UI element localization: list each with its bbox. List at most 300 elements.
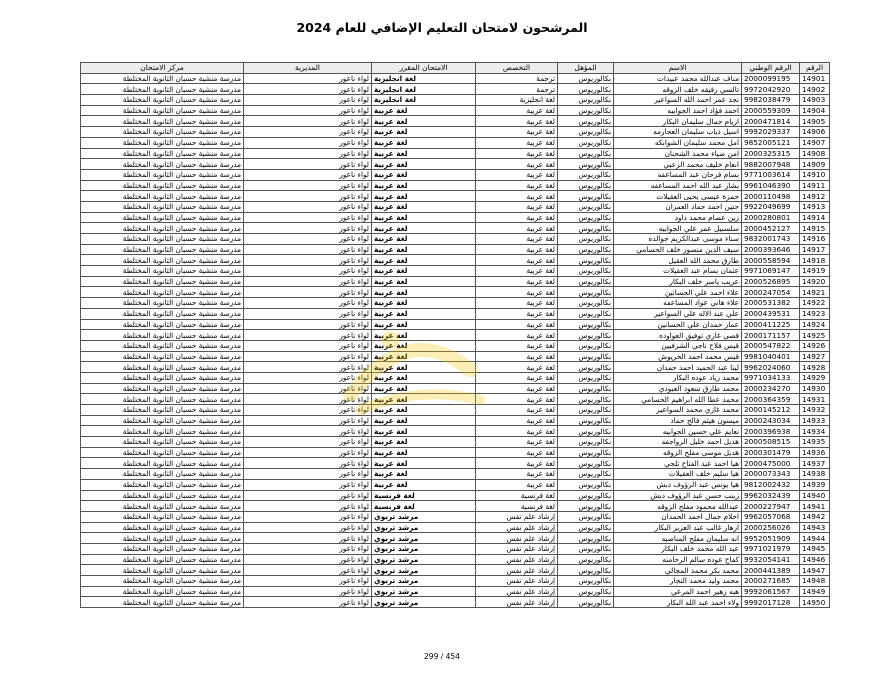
cell-exam: مرشد تربوي bbox=[372, 576, 476, 587]
cell-name: سيف الدين منصور خلف الحسامي bbox=[614, 244, 742, 255]
cell-name: هبه زهير احمد المرعي bbox=[614, 586, 742, 597]
cell-directorate: لواء ناعور bbox=[244, 490, 372, 501]
cell-directorate: لواء ناعور bbox=[244, 105, 372, 116]
cell-exam: لغة عربية bbox=[372, 383, 476, 394]
cell-directorate: لواء ناعور bbox=[244, 169, 372, 180]
cell-directorate: لواء ناعور bbox=[244, 458, 372, 469]
cell-num: 14934 bbox=[800, 426, 830, 437]
cell-center: مدرسة منشية حسبان الثانوية المختلطة bbox=[81, 597, 244, 608]
cell-qualification: بكالوريوس bbox=[558, 191, 614, 202]
cell-num: 14919 bbox=[800, 266, 830, 277]
table-row bbox=[81, 372, 830, 383]
cell-name: سناء موسى عبدالكريم جوالده bbox=[614, 234, 742, 245]
cell-num: 14935 bbox=[800, 437, 830, 448]
cell-national-id: 9972042920 bbox=[742, 84, 800, 95]
cell-directorate: لواء ناعور bbox=[244, 223, 372, 234]
cell-qualification: بكالوريوس bbox=[558, 511, 614, 522]
cell-directorate: لواء ناعور bbox=[244, 405, 372, 416]
cell-exam: لغة عربية bbox=[372, 137, 476, 148]
cell-specialization: لغة فرنسية bbox=[476, 490, 558, 501]
cell-specialization: لغة عربية bbox=[476, 479, 558, 490]
cell-center: مدرسة منشية حسبان الثانوية المختلطة bbox=[81, 490, 244, 501]
cell-specialization: لغة عربية bbox=[476, 137, 558, 148]
candidates-table bbox=[80, 62, 830, 608]
table-row bbox=[81, 105, 830, 116]
cell-directorate: لواء ناعور bbox=[244, 212, 372, 223]
cell-directorate: لواء ناعور bbox=[244, 501, 372, 512]
cell-exam: مرشد تربوي bbox=[372, 554, 476, 565]
cell-center: مدرسة منشية حسبان الثانوية المختلطة bbox=[81, 522, 244, 533]
cell-exam: لغة عربية bbox=[372, 180, 476, 191]
cell-center: مدرسة منشية حسبان الثانوية المختلطة bbox=[81, 543, 244, 554]
cell-exam: لغة فرنسية bbox=[372, 490, 476, 501]
cell-exam: لغة عربية bbox=[372, 362, 476, 373]
table-row bbox=[81, 340, 830, 351]
cell-num: 14918 bbox=[800, 255, 830, 266]
table-row bbox=[81, 255, 830, 266]
cell-center: مدرسة منشية حسبان الثانوية المختلطة bbox=[81, 351, 244, 362]
cell-center: مدرسة منشية حسبان الثانوية المختلطة bbox=[81, 469, 244, 480]
cell-name: قيس محمد احمد الخريوش bbox=[614, 351, 742, 362]
cell-num: 14939 bbox=[800, 479, 830, 490]
cell-center: مدرسة منشية حسبان الثانوية المختلطة bbox=[81, 191, 244, 202]
cell-directorate: لواء ناعور bbox=[244, 330, 372, 341]
cell-national-id: 2000559309 bbox=[742, 105, 800, 116]
cell-national-id: 9852005121 bbox=[742, 137, 800, 148]
table-row bbox=[81, 586, 830, 597]
cell-national-id: 9971034133 bbox=[742, 372, 800, 383]
table-header-row bbox=[81, 63, 830, 74]
cell-exam: لغة عربية bbox=[372, 319, 476, 330]
cell-num: 14913 bbox=[800, 201, 830, 212]
cell-specialization: لغة عربية bbox=[476, 383, 558, 394]
table-row bbox=[81, 287, 830, 298]
cell-qualification: بكالوريوس bbox=[558, 73, 614, 84]
cell-name: بشار عبد الله احمد المساعفه bbox=[614, 180, 742, 191]
header-num: الرقم bbox=[800, 63, 830, 74]
cell-name: كفاح عوده سالم الرحامنه bbox=[614, 554, 742, 565]
cell-directorate: لواء ناعور bbox=[244, 340, 372, 351]
cell-exam: لغة عربية bbox=[372, 308, 476, 319]
cell-center: مدرسة منشية حسبان الثانوية المختلطة bbox=[81, 298, 244, 309]
cell-qualification: بكالوريوس bbox=[558, 543, 614, 554]
cell-directorate: لواء ناعور bbox=[244, 533, 372, 544]
cell-num: 14938 bbox=[800, 469, 830, 480]
table-row bbox=[81, 127, 830, 138]
cell-qualification: بكالوريوس bbox=[558, 116, 614, 127]
cell-national-id: 9992061567 bbox=[742, 586, 800, 597]
cell-qualification: بكالوريوس bbox=[558, 394, 614, 405]
cell-national-id: 9962032439 bbox=[742, 490, 800, 501]
cell-name: ميسون هيثم فالح حماد bbox=[614, 415, 742, 426]
cell-national-id: 9992029337 bbox=[742, 127, 800, 138]
cell-center: مدرسة منشية حسبان الثانوية المختلطة bbox=[81, 127, 244, 138]
cell-national-id: 9971021979 bbox=[742, 543, 800, 554]
cell-qualification: بكالوريوس bbox=[558, 458, 614, 469]
cell-qualification: بكالوريوس bbox=[558, 201, 614, 212]
cell-num: 14922 bbox=[800, 298, 830, 309]
cell-directorate: لواء ناعور bbox=[244, 554, 372, 565]
cell-center: مدرسة منشية حسبان الثانوية المختلطة bbox=[81, 415, 244, 426]
cell-qualification: بكالوريوس bbox=[558, 180, 614, 191]
cell-exam: لغة عربية bbox=[372, 191, 476, 202]
cell-specialization: لغة عربية bbox=[476, 201, 558, 212]
cell-name: علي عبد الاله علي السواعير bbox=[614, 308, 742, 319]
cell-directorate: لواء ناعور bbox=[244, 447, 372, 458]
cell-center: مدرسة منشية حسبان الثانوية المختلطة bbox=[81, 95, 244, 106]
cell-specialization: إرشاد علم نفس bbox=[476, 576, 558, 587]
cell-name: طارق محمد الله العقيل bbox=[614, 255, 742, 266]
cell-center: مدرسة منشية حسبان الثانوية المختلطة bbox=[81, 362, 244, 373]
cell-num: 14903 bbox=[800, 95, 830, 106]
cell-center: مدرسة منشية حسبان الثانوية المختلطة bbox=[81, 287, 244, 298]
cell-center: مدرسة منشية حسبان الثانوية المختلطة bbox=[81, 223, 244, 234]
cell-qualification: بكالوريوس bbox=[558, 255, 614, 266]
cell-specialization: لغة عربية bbox=[476, 212, 558, 223]
cell-qualification: بكالوريوس bbox=[558, 415, 614, 426]
cell-qualification: بكالوريوس bbox=[558, 244, 614, 255]
cell-national-id: 2000441389 bbox=[742, 565, 800, 576]
cell-center: مدرسة منشية حسبان الثانوية المختلطة bbox=[81, 394, 244, 405]
table-row bbox=[81, 490, 830, 501]
cell-name: اسيل ذياب سليمان العجارمه bbox=[614, 127, 742, 138]
cell-center: مدرسة منشية حسبان الثانوية المختلطة bbox=[81, 266, 244, 277]
cell-national-id: 2000452127 bbox=[742, 223, 800, 234]
cell-qualification: بكالوريوس bbox=[558, 159, 614, 170]
cell-center: مدرسة منشية حسبان الثانوية المختلطة bbox=[81, 255, 244, 266]
cell-num: 14931 bbox=[800, 394, 830, 405]
cell-center: مدرسة منشية حسبان الثانوية المختلطة bbox=[81, 148, 244, 159]
cell-national-id: 2000325315 bbox=[742, 148, 800, 159]
cell-name: نجد عمر احمد الله السواعير bbox=[614, 95, 742, 106]
cell-center: مدرسة منشية حسبان الثانوية المختلطة bbox=[81, 447, 244, 458]
table-row bbox=[81, 319, 830, 330]
cell-center: مدرسة منشية حسبان الثانوية المختلطة bbox=[81, 244, 244, 255]
cell-qualification: بكالوريوس bbox=[558, 405, 614, 416]
cell-num: 14916 bbox=[800, 234, 830, 245]
cell-specialization: لغة عربية bbox=[476, 415, 558, 426]
cell-exam: لغة عربية bbox=[372, 266, 476, 277]
cell-num: 14904 bbox=[800, 105, 830, 116]
cell-center: مدرسة منشية حسبان الثانوية المختلطة bbox=[81, 116, 244, 127]
cell-exam: مرشد تربوي bbox=[372, 565, 476, 576]
table-row bbox=[81, 351, 830, 362]
cell-num: 14923 bbox=[800, 308, 830, 319]
cell-qualification: بكالوريوس bbox=[558, 169, 614, 180]
cell-qualification: بكالوريوس bbox=[558, 308, 614, 319]
cell-name: محمد طارق سعود العبودي bbox=[614, 383, 742, 394]
cell-national-id: 2000396938 bbox=[742, 426, 800, 437]
cell-qualification: بكالوريوس bbox=[558, 490, 614, 501]
cell-exam: لغة عربية bbox=[372, 287, 476, 298]
table-row bbox=[81, 148, 830, 159]
cell-exam: لغة عربية bbox=[372, 244, 476, 255]
cell-name: محمد عطا الله ابراهيم الحسامي bbox=[614, 394, 742, 405]
cell-exam: لغة انجليزية bbox=[372, 84, 476, 95]
cell-num: 14940 bbox=[800, 490, 830, 501]
cell-center: مدرسة منشية حسبان الثانوية المختلطة bbox=[81, 586, 244, 597]
cell-num: 14924 bbox=[800, 319, 830, 330]
cell-center: مدرسة منشية حسبان الثانوية المختلطة bbox=[81, 372, 244, 383]
cell-specialization: إرشاد علم نفس bbox=[476, 533, 558, 544]
table-row bbox=[81, 137, 830, 148]
cell-center: مدرسة منشية حسبان الثانوية المختلطة bbox=[81, 319, 244, 330]
cell-name: احمد فؤاد احمد الجوابيه bbox=[614, 105, 742, 116]
cell-qualification: بكالوريوس bbox=[558, 223, 614, 234]
cell-name: هيا يونس عبد الرؤوف دبش bbox=[614, 479, 742, 490]
cell-directorate: لواء ناعور bbox=[244, 276, 372, 287]
cell-exam: لغة عربية bbox=[372, 255, 476, 266]
cell-num: 14930 bbox=[800, 383, 830, 394]
table-row bbox=[81, 469, 830, 480]
cell-directorate: لواء ناعور bbox=[244, 287, 372, 298]
cell-specialization: لغة عربية bbox=[476, 340, 558, 351]
cell-directorate: لواء ناعور bbox=[244, 116, 372, 127]
cell-national-id: 2000099195 bbox=[742, 73, 800, 84]
cell-qualification: بكالوريوس bbox=[558, 351, 614, 362]
cell-num: 14906 bbox=[800, 127, 830, 138]
cell-directorate: لواء ناعور bbox=[244, 479, 372, 490]
cell-center: مدرسة منشية حسبان الثانوية المختلطة bbox=[81, 565, 244, 576]
cell-num: 14914 bbox=[800, 212, 830, 223]
cell-qualification: بكالوريوس bbox=[558, 212, 614, 223]
cell-name: تالسي رفيقه خلف الزوقه bbox=[614, 84, 742, 95]
cell-center: مدرسة منشية حسبان الثانوية المختلطة bbox=[81, 180, 244, 191]
cell-name: عثمان بسام عبد العقيلات bbox=[614, 266, 742, 277]
cell-specialization: إرشاد علم نفس bbox=[476, 522, 558, 533]
cell-name: امن ضياء محمد الشحنان bbox=[614, 148, 742, 159]
table-row bbox=[81, 597, 830, 608]
cell-exam: لغة عربية bbox=[372, 223, 476, 234]
cell-national-id: 2000280801 bbox=[742, 212, 800, 223]
cell-exam: مرشد تربوي bbox=[372, 511, 476, 522]
cell-qualification: بكالوريوس bbox=[558, 137, 614, 148]
table-row bbox=[81, 116, 830, 127]
cell-exam: لغة عربية bbox=[372, 201, 476, 212]
cell-specialization: لغة عربية bbox=[476, 116, 558, 127]
table-row bbox=[81, 330, 830, 341]
cell-directorate: لواء ناعور bbox=[244, 426, 372, 437]
cell-exam: لغة عربية bbox=[372, 105, 476, 116]
cell-qualification: بكالوريوس bbox=[558, 266, 614, 277]
cell-national-id: 9832001743 bbox=[742, 234, 800, 245]
cell-name: ولاء احمد عبد الله البكار bbox=[614, 597, 742, 608]
cell-center: مدرسة منشية حسبان الثانوية المختلطة bbox=[81, 458, 244, 469]
cell-directorate: لواء ناعور bbox=[244, 84, 372, 95]
cell-exam: لغة عربية bbox=[372, 159, 476, 170]
cell-national-id: 9952051909 bbox=[742, 533, 800, 544]
cell-national-id: 2000471814 bbox=[742, 116, 800, 127]
cell-center: مدرسة منشية حسبان الثانوية المختلطة bbox=[81, 234, 244, 245]
cell-num: 14942 bbox=[800, 511, 830, 522]
cell-num: 14936 bbox=[800, 447, 830, 458]
cell-exam: لغة انجليزية bbox=[372, 73, 476, 84]
cell-qualification: بكالوريوس bbox=[558, 576, 614, 587]
cell-directorate: لواء ناعور bbox=[244, 415, 372, 426]
cell-specialization: لغة عربية bbox=[476, 276, 558, 287]
cell-center: مدرسة منشية حسبان الثانوية المختلطة bbox=[81, 276, 244, 287]
header-directorate: المديرية bbox=[244, 63, 372, 74]
cell-national-id: 2000247054 bbox=[742, 287, 800, 298]
cell-center: مدرسة منشية حسبان الثانوية المختلطة bbox=[81, 554, 244, 565]
cell-name: محمد زياد عوده البكار bbox=[614, 372, 742, 383]
cell-specialization: لغة عربية bbox=[476, 105, 558, 116]
cell-directorate: لواء ناعور bbox=[244, 191, 372, 202]
cell-name: علاء هاني عواد المساعفه bbox=[614, 298, 742, 309]
cell-directorate: لواء ناعور bbox=[244, 372, 372, 383]
cell-center: مدرسة منشية حسبان الثانوية المختلطة bbox=[81, 105, 244, 116]
cell-specialization: لغة عربية bbox=[476, 469, 558, 480]
cell-directorate: لواء ناعور bbox=[244, 308, 372, 319]
table-row bbox=[81, 223, 830, 234]
cell-center: مدرسة منشية حسبان الثانوية المختلطة bbox=[81, 501, 244, 512]
cell-national-id: 2000271685 bbox=[742, 576, 800, 587]
cell-specialization: لغة عربية bbox=[476, 287, 558, 298]
cell-directorate: لواء ناعور bbox=[244, 597, 372, 608]
cell-qualification: بكالوريوس bbox=[558, 501, 614, 512]
cell-name: حمزة عيسى يحيى العقيلات bbox=[614, 191, 742, 202]
table-row bbox=[81, 212, 830, 223]
cell-name: حنين احمد حماد العمران bbox=[614, 201, 742, 212]
cell-national-id: 2000227947 bbox=[742, 501, 800, 512]
cell-center: مدرسة منشية حسبان الثانوية المختلطة bbox=[81, 137, 244, 148]
header-national-id: الرقم الوطني bbox=[742, 63, 800, 74]
cell-center: مدرسة منشية حسبان الثانوية المختلطة bbox=[81, 330, 244, 341]
cell-qualification: بكالوريوس bbox=[558, 95, 614, 106]
cell-directorate: لواء ناعور bbox=[244, 298, 372, 309]
table-row bbox=[81, 95, 830, 106]
table-row bbox=[81, 533, 830, 544]
cell-specialization: لغة عربية bbox=[476, 405, 558, 416]
cell-exam: لغة انجليزية bbox=[372, 95, 476, 106]
cell-national-id: 2000234270 bbox=[742, 383, 800, 394]
cell-num: 14945 bbox=[800, 543, 830, 554]
cell-name: هديل احمد خليل الرواجفه bbox=[614, 437, 742, 448]
cell-exam: لغة عربية bbox=[372, 405, 476, 416]
cell-directorate: لواء ناعور bbox=[244, 511, 372, 522]
cell-center: مدرسة منشية حسبان الثانوية المختلطة bbox=[81, 533, 244, 544]
table-row bbox=[81, 554, 830, 565]
cell-qualification: بكالوريوس bbox=[558, 522, 614, 533]
cell-specialization: لغة عربية bbox=[476, 191, 558, 202]
cell-national-id: 9961046390 bbox=[742, 180, 800, 191]
cell-exam: لغة عربية bbox=[372, 148, 476, 159]
cell-qualification: بكالوريوس bbox=[558, 372, 614, 383]
cell-exam: لغة عربية bbox=[372, 426, 476, 437]
header-exam: الامتحان المقرر bbox=[372, 63, 476, 74]
cell-exam: لغة عربية bbox=[372, 415, 476, 426]
cell-exam: لغة عربية bbox=[372, 372, 476, 383]
cell-specialization: لغة عربية bbox=[476, 426, 558, 437]
cell-specialization: لغة عربية bbox=[476, 180, 558, 191]
cell-exam: لغة عربية bbox=[372, 298, 476, 309]
cell-qualification: بكالوريوس bbox=[558, 565, 614, 576]
cell-name: اريام جمال سليمان البكار bbox=[614, 116, 742, 127]
cell-exam: لغة عربية bbox=[372, 340, 476, 351]
header-name: الاسم bbox=[614, 63, 742, 74]
cell-national-id: 2000073343 bbox=[742, 469, 800, 480]
table-row bbox=[81, 458, 830, 469]
cell-name: هيا احمد عبد الفتاح تلجي bbox=[614, 458, 742, 469]
cell-national-id: 2000508515 bbox=[742, 437, 800, 448]
cell-name: قيس فلاح ناجي الشرفيين bbox=[614, 340, 742, 351]
table-row bbox=[81, 415, 830, 426]
cell-qualification: بكالوريوس bbox=[558, 383, 614, 394]
cell-center: مدرسة منشية حسبان الثانوية المختلطة bbox=[81, 405, 244, 416]
cell-exam: لغة عربية bbox=[372, 169, 476, 180]
table-row bbox=[81, 394, 830, 405]
cell-qualification: بكالوريوس bbox=[558, 447, 614, 458]
cell-qualification: بكالوريوس bbox=[558, 362, 614, 373]
cell-exam: لغة عربية bbox=[372, 479, 476, 490]
table-row bbox=[81, 362, 830, 373]
cell-directorate: لواء ناعور bbox=[244, 469, 372, 480]
cell-center: مدرسة منشية حسبان الثانوية المختلطة bbox=[81, 73, 244, 84]
cell-directorate: لواء ناعور bbox=[244, 137, 372, 148]
cell-specialization: لغة عربية bbox=[476, 372, 558, 383]
cell-qualification: بكالوريوس bbox=[558, 234, 614, 245]
cell-directorate: لواء ناعور bbox=[244, 351, 372, 362]
cell-num: 14915 bbox=[800, 223, 830, 234]
cell-directorate: لواء ناعور bbox=[244, 266, 372, 277]
cell-name: قصي غازي توفيق العواوده bbox=[614, 330, 742, 341]
cell-exam: لغة فرنسية bbox=[372, 501, 476, 512]
cell-qualification: بكالوريوس bbox=[558, 319, 614, 330]
cell-center: مدرسة منشية حسبان الثانوية المختلطة bbox=[81, 576, 244, 587]
cell-name: عبد الله محمد خلف البكار bbox=[614, 543, 742, 554]
cell-specialization: ترجمة bbox=[476, 73, 558, 84]
table-row bbox=[81, 276, 830, 287]
cell-center: مدرسة منشية حسبان الثانوية المختلطة bbox=[81, 426, 244, 437]
cell-num: 14944 bbox=[800, 533, 830, 544]
cell-specialization: إرشاد علم نفس bbox=[476, 597, 558, 608]
cell-specialization: لغة عربية bbox=[476, 255, 558, 266]
cell-directorate: لواء ناعور bbox=[244, 180, 372, 191]
cell-num: 14937 bbox=[800, 458, 830, 469]
cell-national-id: 9992017128 bbox=[742, 597, 800, 608]
cell-national-id: 2000547822 bbox=[742, 340, 800, 351]
cell-directorate: لواء ناعور bbox=[244, 543, 372, 554]
table-row bbox=[81, 308, 830, 319]
cell-center: مدرسة منشية حسبان الثانوية المختلطة bbox=[81, 212, 244, 223]
cell-specialization: لغة عربية bbox=[476, 362, 558, 373]
cell-num: 14927 bbox=[800, 351, 830, 362]
cell-center: مدرسة منشية حسبان الثانوية المختلطة bbox=[81, 340, 244, 351]
cell-specialization: لغة عربية bbox=[476, 159, 558, 170]
table-row bbox=[81, 447, 830, 458]
cell-num: 14901 bbox=[800, 73, 830, 84]
cell-specialization: لغة عربية bbox=[476, 394, 558, 405]
cell-directorate: لواء ناعور bbox=[244, 244, 372, 255]
cell-directorate: لواء ناعور bbox=[244, 148, 372, 159]
cell-specialization: لغة انجليزية bbox=[476, 95, 558, 106]
cell-center: مدرسة منشية حسبان الثانوية المختلطة bbox=[81, 169, 244, 180]
cell-exam: لغة عربية bbox=[372, 116, 476, 127]
cell-directorate: لواء ناعور bbox=[244, 394, 372, 405]
cell-national-id: 2000171157 bbox=[742, 330, 800, 341]
cell-num: 14910 bbox=[800, 169, 830, 180]
cell-name: محمد غازي محمد السواعير bbox=[614, 405, 742, 416]
cell-specialization: لغة عربية bbox=[476, 308, 558, 319]
cell-center: مدرسة منشية حسبان الثانوية المختلطة bbox=[81, 84, 244, 95]
cell-directorate: لواء ناعور bbox=[244, 234, 372, 245]
cell-num: 14947 bbox=[800, 565, 830, 576]
cell-directorate: لواء ناعور bbox=[244, 522, 372, 533]
table-row bbox=[81, 511, 830, 522]
cell-name: سلسبيل عمر علي الجوابيه bbox=[614, 223, 742, 234]
cell-name: مناف عبدالله محمد عبيدات bbox=[614, 73, 742, 84]
table-row bbox=[81, 73, 830, 84]
